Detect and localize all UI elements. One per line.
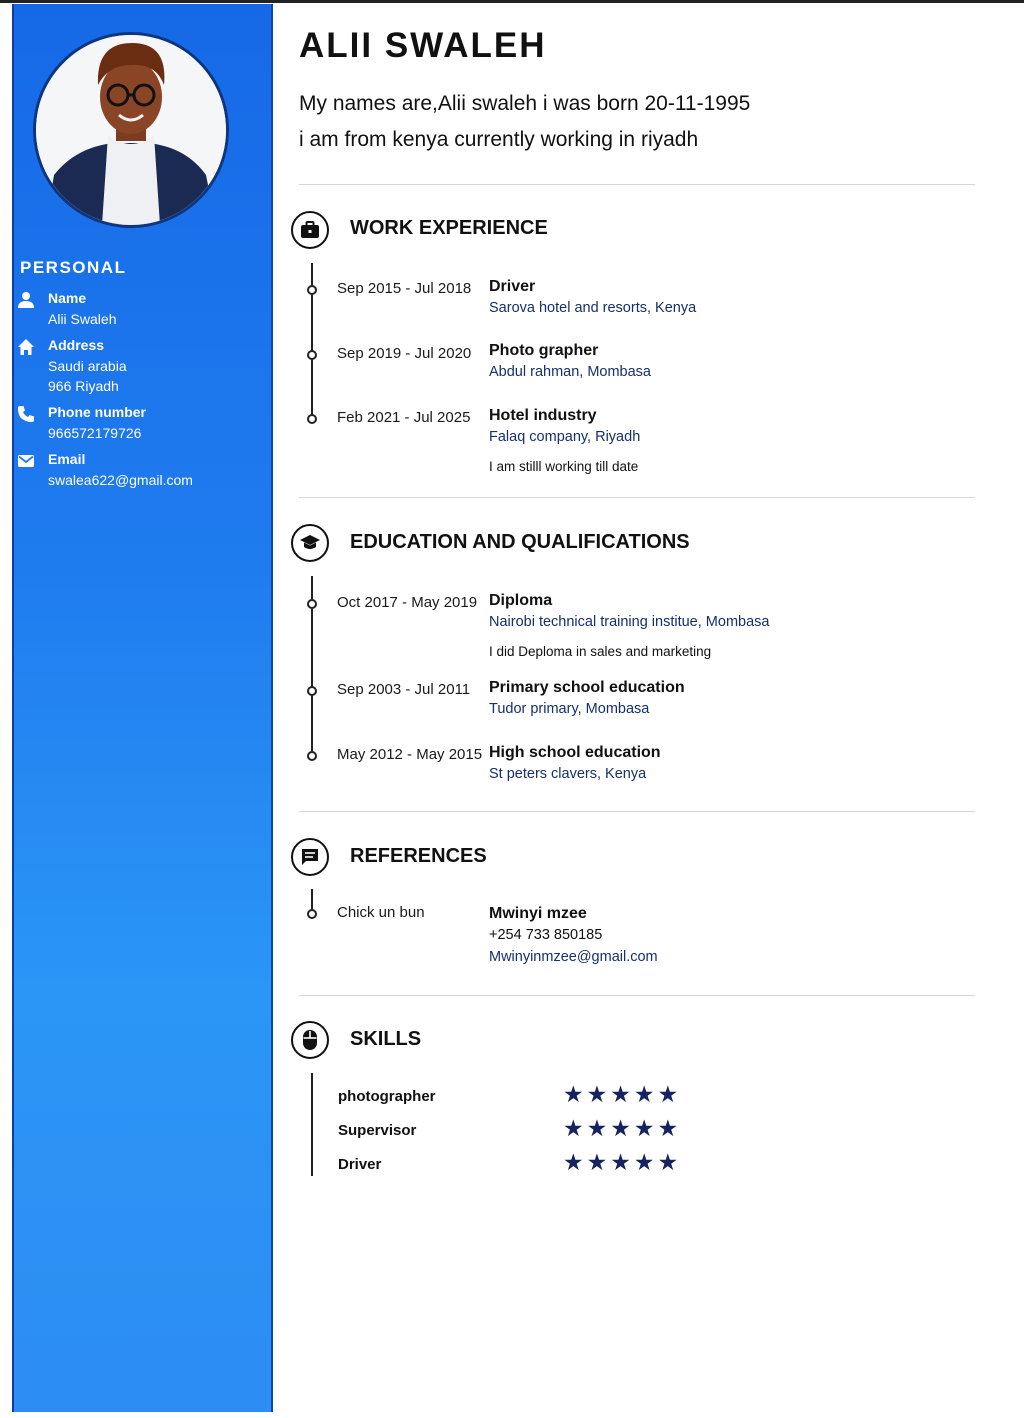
star-icon: ★ xyxy=(633,1081,658,1107)
personal-label: Email xyxy=(48,451,86,467)
divider xyxy=(299,184,975,185)
entry-role: Driver xyxy=(489,278,536,295)
divider xyxy=(299,995,975,996)
entry-role: High school education xyxy=(489,744,661,761)
timeline-dot xyxy=(307,285,317,295)
person-icon xyxy=(17,291,35,309)
reference-company: Chick un bun xyxy=(337,904,425,921)
entry-org: Tudor primary, Mombasa xyxy=(489,701,650,717)
divider xyxy=(299,811,975,812)
skill-name: photographer xyxy=(338,1088,436,1105)
entry-note: I am stilll working till date xyxy=(489,459,639,474)
entry-role: Hotel industry xyxy=(489,407,597,424)
star-icon: ★ xyxy=(610,1115,634,1141)
section-title-skills: SKILLS xyxy=(350,1028,422,1050)
personal-label: Phone number xyxy=(48,404,147,420)
skill-name: Supervisor xyxy=(338,1122,417,1139)
timeline-dot xyxy=(307,414,317,424)
star-icon: ★ xyxy=(657,1149,682,1175)
section-title-references: REFERENCES xyxy=(350,845,487,867)
page-title: ALII SWALEH xyxy=(299,26,547,65)
entry-org: Sarova hotel and resorts, Kenya xyxy=(489,300,697,316)
email-link[interactable]: swalea622@gmail.com xyxy=(48,472,193,488)
entry-role: Diploma xyxy=(489,592,553,609)
timeline-dot xyxy=(307,599,317,609)
avatar xyxy=(33,32,229,228)
main-content xyxy=(275,0,1024,1418)
skill-rating xyxy=(563,1117,681,1140)
section-title-work: WORK EXPERIENCE xyxy=(350,217,548,239)
bio-line: My names are,Alii swaleh i was born 20-11-1995 xyxy=(299,92,751,115)
section-title-education: EDUCATION AND QUALIFICATIONS xyxy=(350,531,690,553)
entry-org: Falaq company, Riyadh xyxy=(489,429,641,445)
timeline-dot xyxy=(307,751,317,761)
reference-email[interactable]: Mwinyinmzee@gmail.com xyxy=(489,949,658,965)
bio-line: i am from kenya currently working in riyadh xyxy=(299,128,699,151)
entry-date: Sep 2019 - Jul 2020 xyxy=(337,345,472,362)
entry-org: Abdul rahman, Mombasa xyxy=(489,364,651,380)
reference-phone: +254 733 850185 xyxy=(489,927,603,943)
personal-value: 966 Riyadh xyxy=(48,378,119,394)
star-icon: ★ xyxy=(586,1149,611,1175)
personal-heading: PERSONAL xyxy=(20,258,127,277)
timeline-dot xyxy=(307,909,317,919)
entry-date: Sep 2015 - Jul 2018 xyxy=(337,280,472,297)
timeline-dot xyxy=(307,686,317,696)
personal-label: Address xyxy=(48,337,105,353)
mail-icon xyxy=(17,452,35,470)
star-icon: ★ xyxy=(586,1081,611,1107)
divider xyxy=(299,497,975,498)
chat-icon xyxy=(291,838,329,876)
skill-rating xyxy=(563,1151,681,1174)
star-icon: ★ xyxy=(610,1081,634,1107)
star-icon: ★ xyxy=(610,1149,634,1175)
personal-value: Alii Swaleh xyxy=(48,311,117,327)
star-icon: ★ xyxy=(563,1081,587,1107)
home-icon xyxy=(17,338,35,356)
mouse-icon xyxy=(291,1021,329,1059)
timeline-dot xyxy=(307,350,317,360)
entry-date: May 2012 - May 2015 xyxy=(337,746,483,763)
personal-value: Saudi arabia xyxy=(48,358,127,374)
graduation-cap-icon xyxy=(291,524,329,562)
briefcase-icon xyxy=(291,211,329,249)
star-icon: ★ xyxy=(633,1149,658,1175)
phone-icon xyxy=(17,405,35,423)
reference-name: Mwinyi mzee xyxy=(489,905,587,922)
entry-date: Sep 2003 - Jul 2011 xyxy=(337,681,471,698)
star-icon: ★ xyxy=(657,1081,682,1107)
star-icon: ★ xyxy=(563,1115,587,1141)
skill-name: Driver xyxy=(338,1156,382,1173)
star-icon: ★ xyxy=(657,1115,682,1141)
star-icon: ★ xyxy=(563,1149,587,1175)
entry-role: Primary school education xyxy=(489,679,685,696)
personal-value: 966572179726 xyxy=(48,425,142,441)
entry-date: Feb 2021 - Jul 2025 xyxy=(337,409,471,426)
entry-date: Oct 2017 - May 2019 xyxy=(337,594,478,611)
entry-note: I did Deploma in sales and marketing xyxy=(489,644,712,659)
entry-role: Photo grapher xyxy=(489,342,599,359)
timeline-line xyxy=(311,1073,313,1176)
personal-label: Name xyxy=(48,290,87,306)
sidebar xyxy=(12,4,273,1412)
entry-org: St peters clavers, Kenya xyxy=(489,766,647,782)
star-icon: ★ xyxy=(633,1115,658,1141)
entry-org: Nairobi technical training institue, Mombasa xyxy=(489,614,770,630)
skill-rating xyxy=(563,1083,681,1106)
star-icon: ★ xyxy=(586,1115,611,1141)
